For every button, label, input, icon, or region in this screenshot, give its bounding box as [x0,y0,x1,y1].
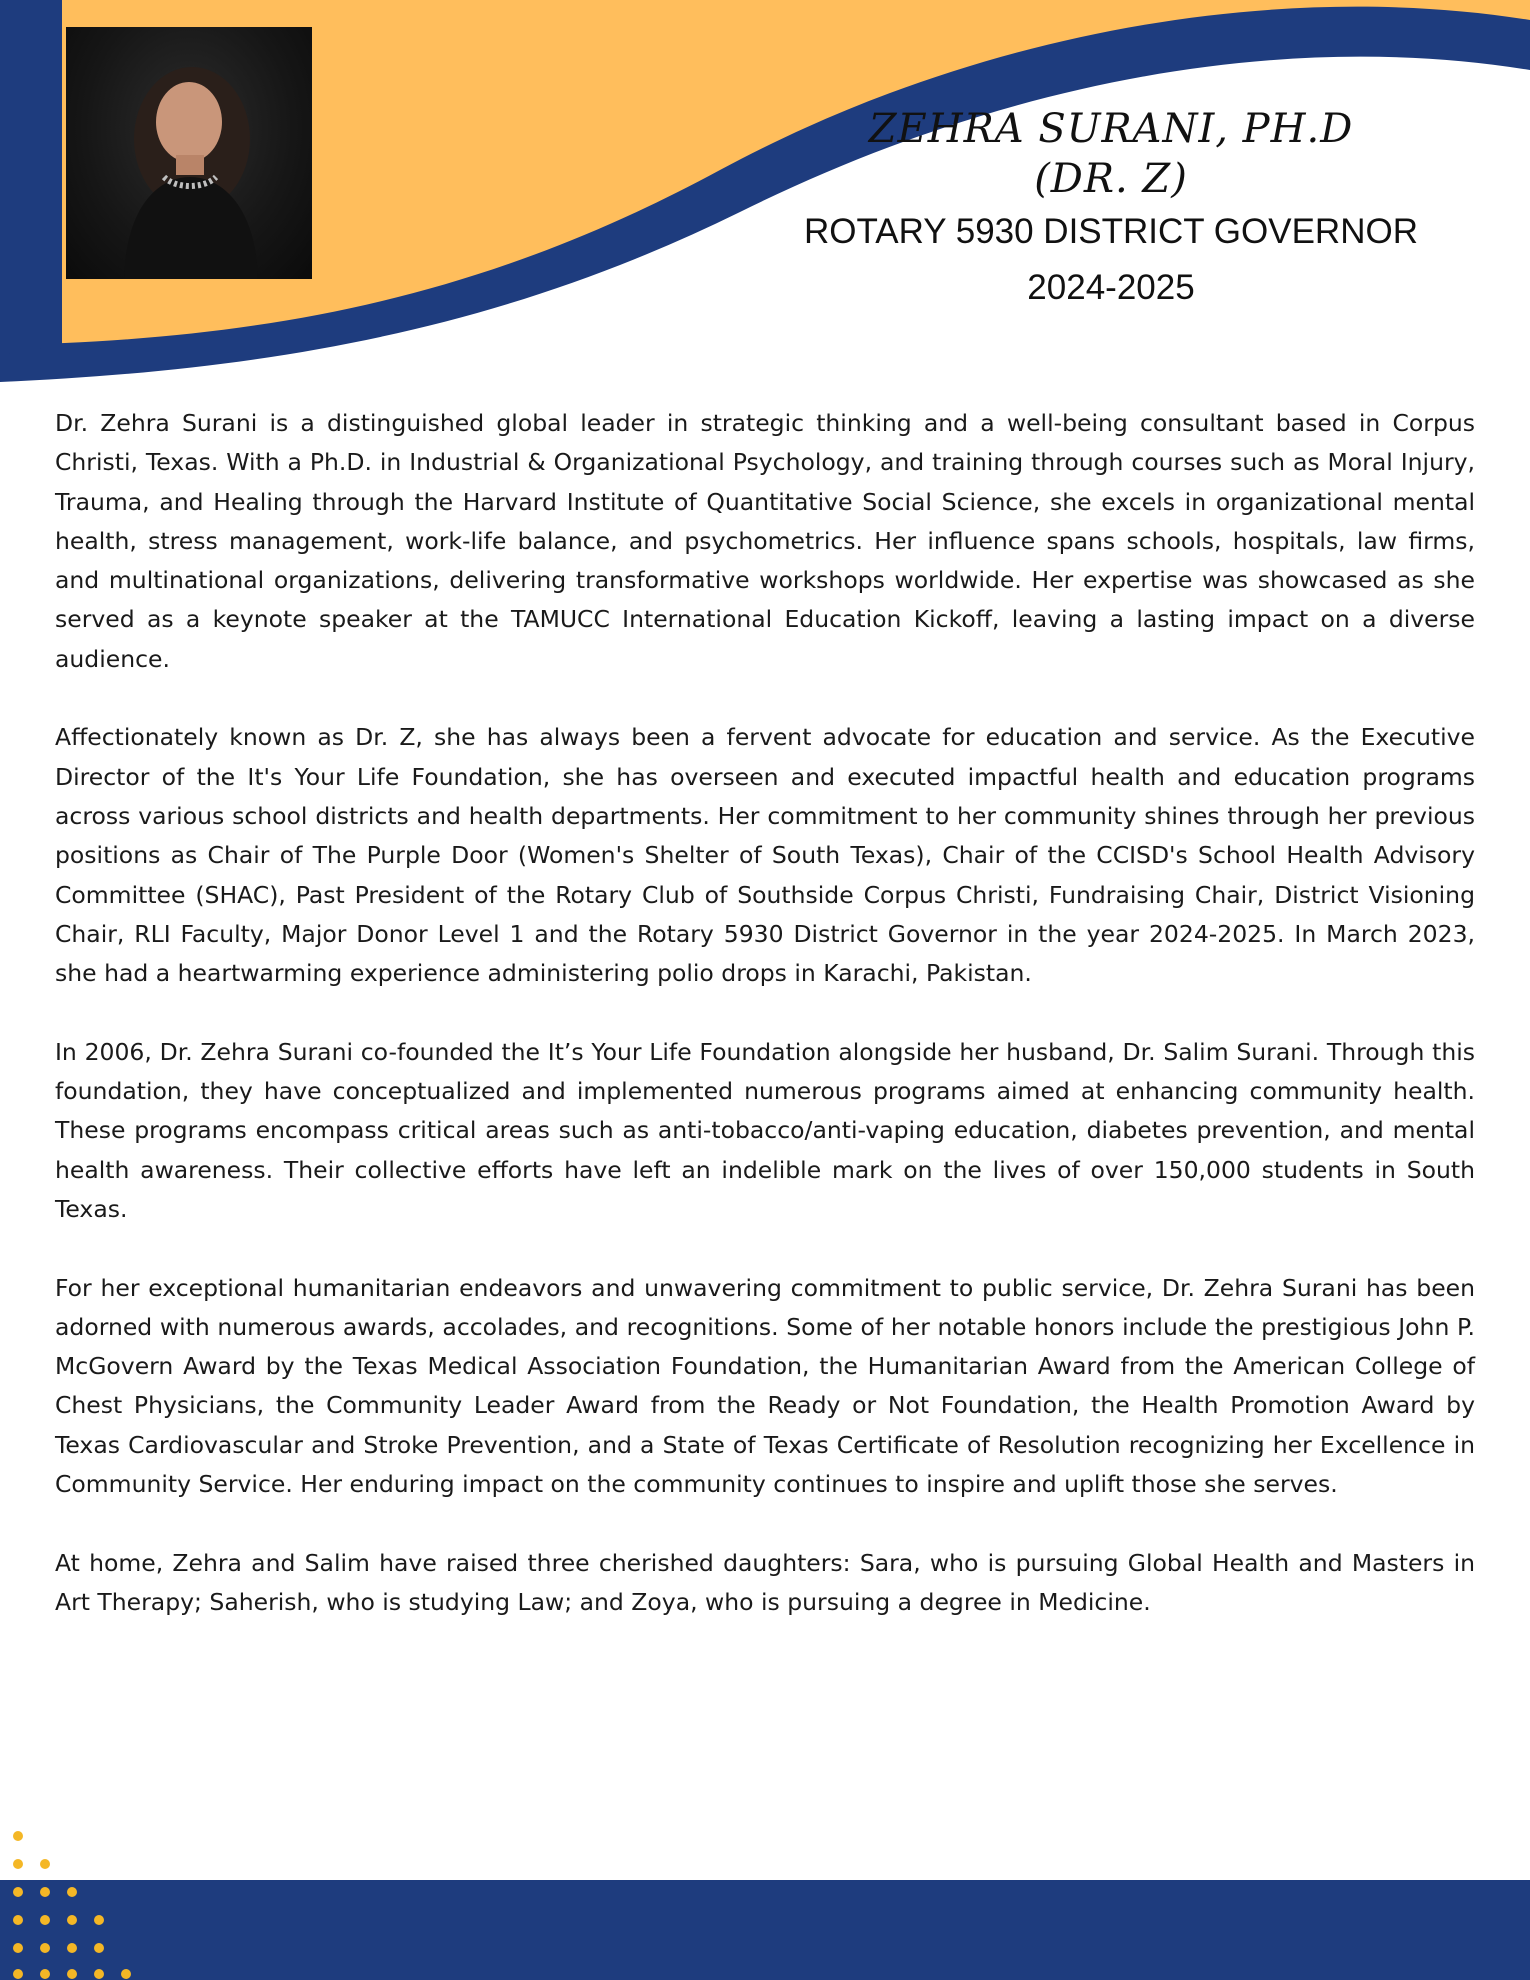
header-navy-side-band [0,0,62,355]
bio-paragraph-2: Affectionately known as Dr. Z, she has always been a fervent advocate for education and service. As the Executive Director of the It's Your Life Foundation, she has overseen and executed impactful health and education programs across various school districts and health departments. Her commitment to her community shines through her previous positions as Chair of The Purple Door (Women's Shelter of South Texas), Chair of the CCISD's School Health Advisory Committee (SHAC), Past President of the Rotary Club of Southside Corpus Christi, Fundraising Chair, District Visioning Chair, RLI Faculty, Major Donor Level 1 and the Rotary 5930 District Governor in the year 2024-2025. In March 2023, she had a heartwarming experience administering polio drops in Karachi, Pakistan. [55,723,1475,988]
term-years: 2024-2025 [1027,268,1195,307]
bio-paragraph-4: For her exceptional humanitarian endeavors and unwavering commitment to public service, Dr. Zehra Surani has been adorned with numerous awards, accolades, and recognitions. Some of her notable honors include the prestigious John P. McGovern Award by the Texas Medical Association Foundation, the Humanitarian Award from the American College of Chest Physicians, the Community Leader Award from the Ready or Not Foundation, the Health Promotion Award by Texas Cardiovascular and Stroke Prevention, and a State of Texas Certificate of Resolution recognizing her Excellence in Community Service. Her enduring impact on the community continues to inspire and uplift those she serves. [55,1273,1475,1499]
name-heading: ZEHRA SURANI, PH.D [868,106,1354,152]
bio-paragraph-1: Dr. Zehra Surani is a distinguished global leader in strategic thinking and a well-being consultant based in Corpus Christi, Texas. With a Ph.D. in Industrial & Organizational Psychology, and training through courses such as Moral Injury, Trauma, and Healing through the Harvard Institute of Quantitative Social Science, she excels in organizational mental health, stress management, work-life balance, and psychometrics. Her influence spans schools, hospitals, law firms, and multinational organizations, delivering transformative workshops worldwide. Her expertise was showcased as she served as a keynote speaker at the TAMUCC International Education Kickoff, leaving a lasting impact on a diverse audience. [55,409,1475,673]
dot-pattern-decoration [0,1820,150,1980]
bio-paragraph-3: In 2006, Dr. Zehra Surani co-founded the It’s Your Life Foundation alongside her husband, Dr. Salim Surani. Through this foundation, they have conceptualized and implemented numerous programs aimed at enhancing community health. These programs encompass critical areas such as anti-tobacco/anti-vaping education, diabetes prevention, and mental health awareness. Their collective efforts have left an indelible mark on the lives of over 150,000 students in South Texas. [55,1037,1475,1223]
nickname-heading: (DR. Z) [1034,156,1188,202]
portrait-photo [66,27,312,279]
footer-band [0,1880,1530,1980]
biography [55,404,1475,1662]
header-title-block [730,104,1492,316]
bio-paragraph-5: At home, Zehra and Salim have raised three cherished daughters: Sara, who is pursuing Global Health and Masters in Art Therapy; Saherish, who is studying Law; and Zoya, who is pursuing a degree in Medicine. [55,1548,1475,1616]
portrait-photo-icon [66,27,312,279]
position-title: ROTARY 5930 DISTRICT GOVERNOR [804,212,1418,251]
